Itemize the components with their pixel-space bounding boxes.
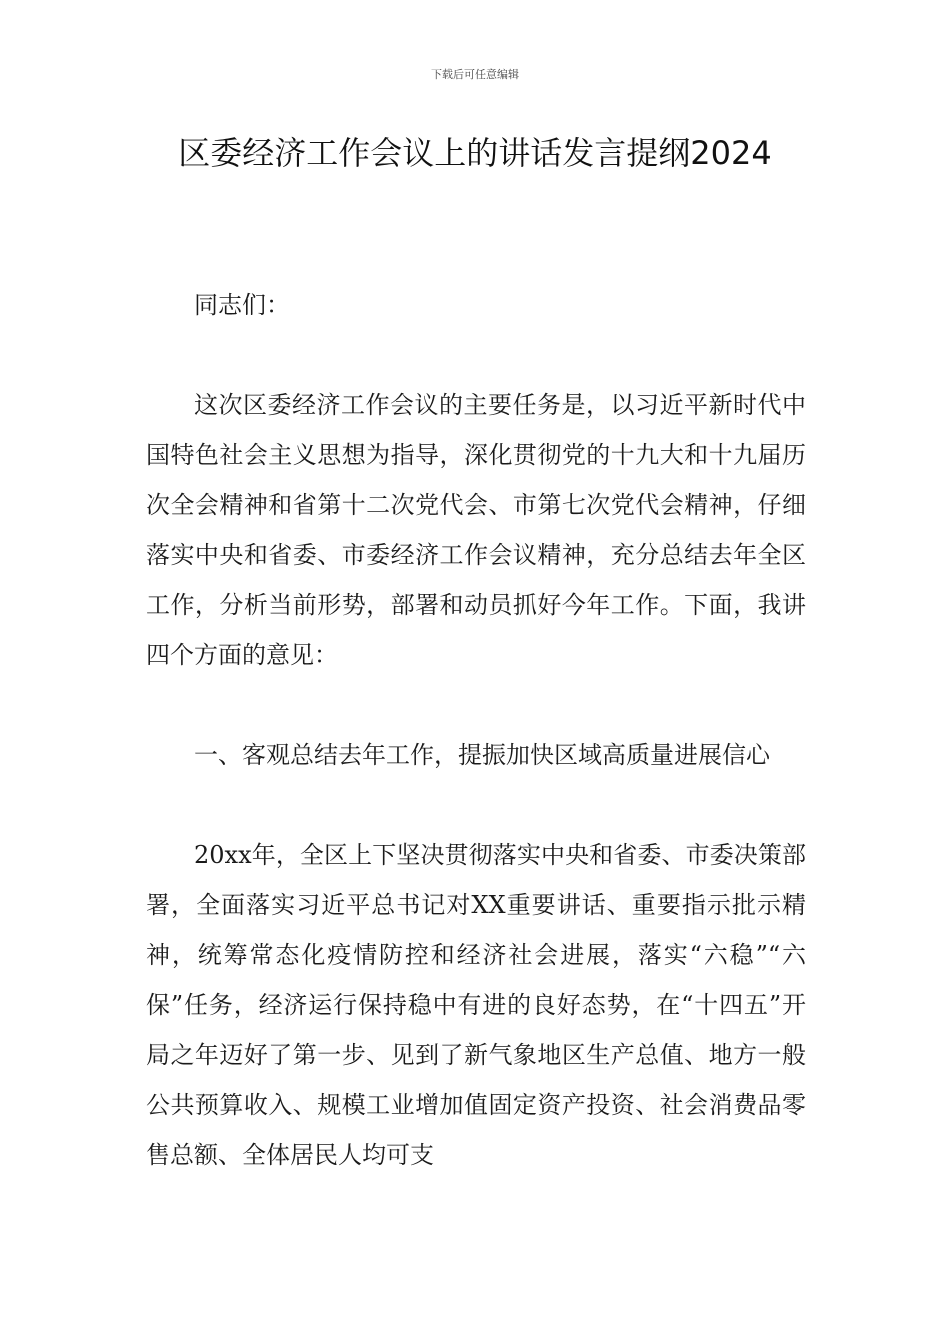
paragraph-gap — [146, 780, 806, 830]
paragraph-review: 20xx年，全区上下坚决贯彻落实中央和省委、市委决策部署，全面落实习近平总书记对XX重要讲话、重要指示批示精神，统筹常态化疫情防控和经济社会进展，落实“六稳”“六保”任务，经济运行保持稳中有进的良好态势，在“十四五”开局之年迈好了第一步、见到了新气象地区生产总值、地方一般公共预算收入、规模工业增加值固定资产投资、社会消费品零售总额、全体居民人均可支 — [146, 841, 806, 1169]
header-note: 下载后可任意编辑 — [431, 68, 519, 81]
paragraph-intro: 这次区委经济工作会议的主要任务是，以习近平新时代中国特色社会主义思想为指导，深化贯彻党的十九大和十九届历次全会精神和省第十二次党代会、市第七次党代会精神，仔细落实中央和省委、市委经济工作会议精神，充分总结去年全区工作，分析当前形势，部署和动员抓好今年工作。下面，我讲四个方面的意见： — [146, 391, 806, 669]
salutation: 同志们： — [194, 291, 290, 319]
paragraph-gap — [146, 680, 806, 730]
document-body — [146, 280, 806, 1180]
document-title: 区委经济工作会议上的讲话发言提纲2024 — [178, 134, 772, 172]
section-heading-1: 一、客观总结去年工作，提振加快区域高质量进展信心 — [194, 741, 770, 769]
paragraph-gap — [146, 330, 806, 380]
